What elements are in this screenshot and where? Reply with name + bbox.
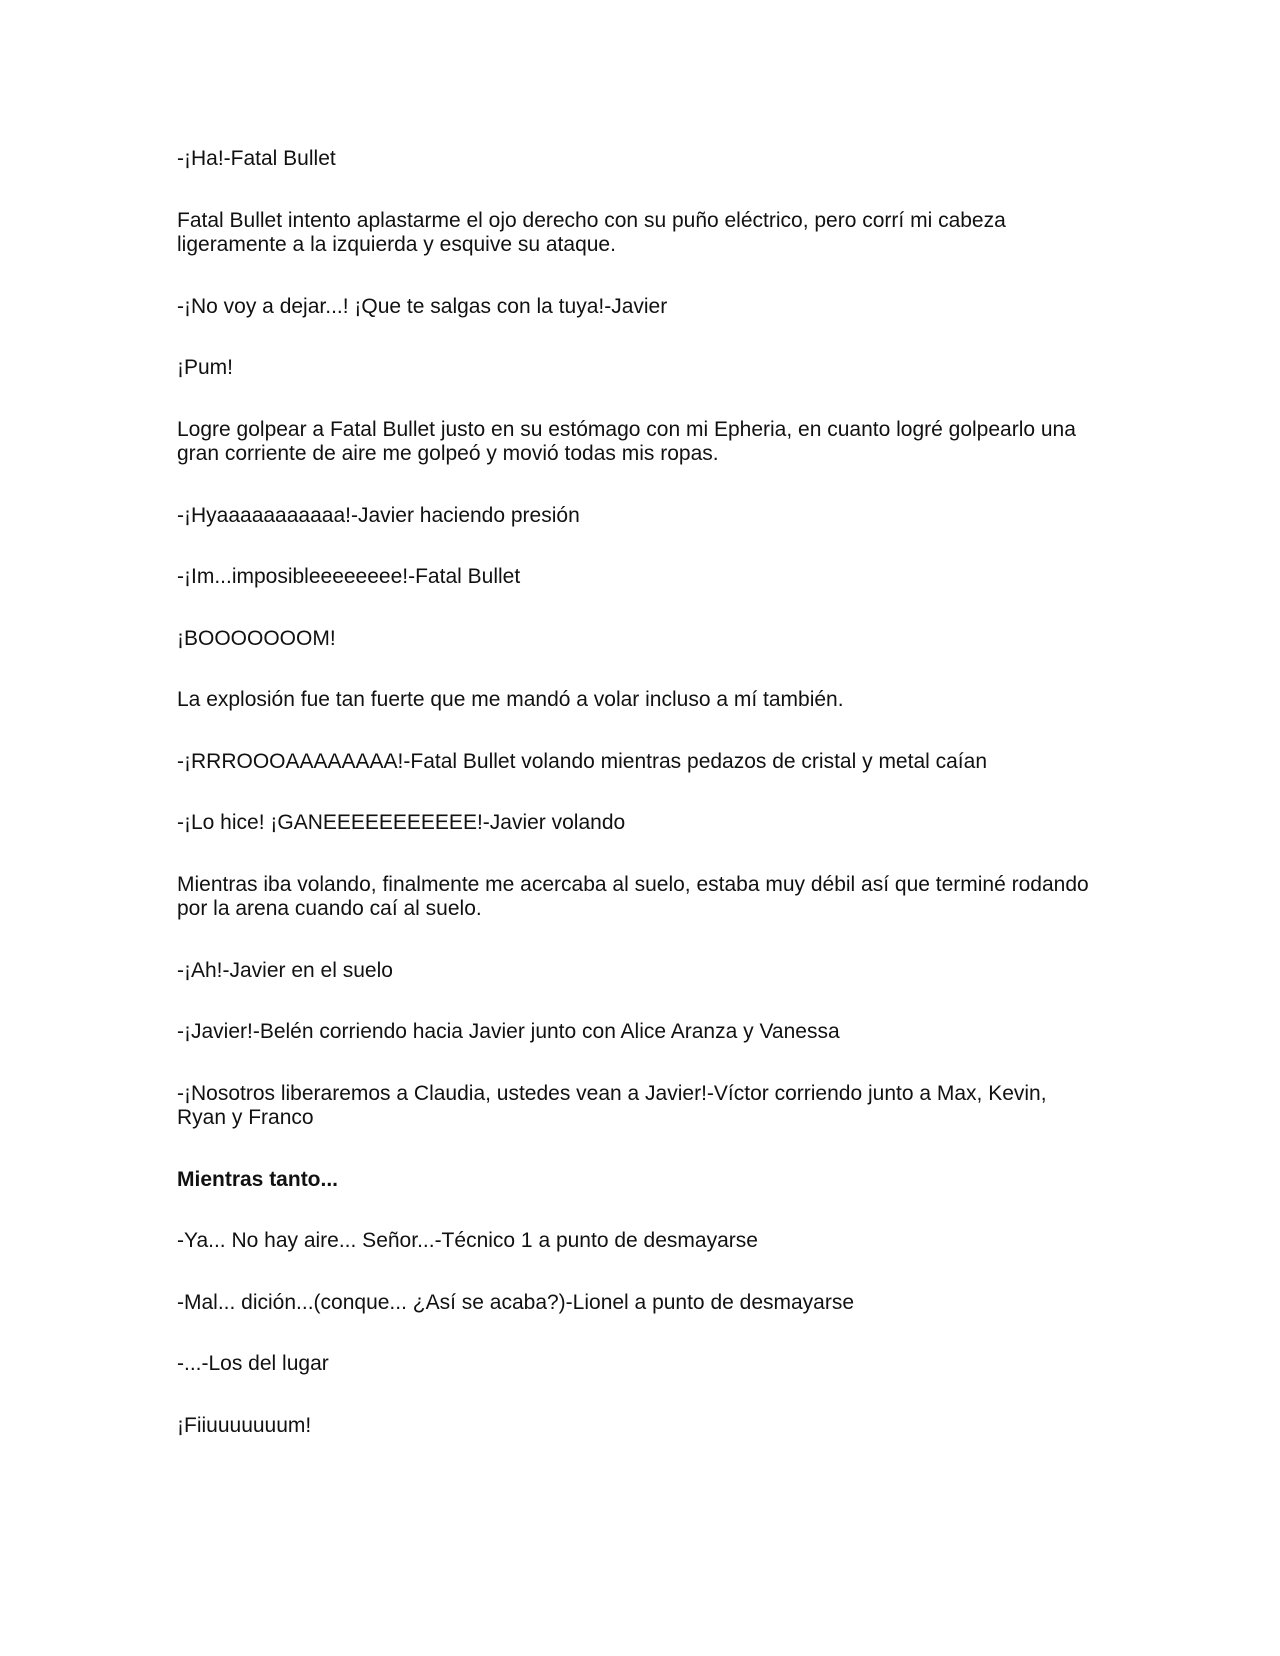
paragraph-18: -Mal... dición...(conque... ¿Así se acaba?)-Lionel a punto de desmayarse <box>177 1290 855 1314</box>
paragraph-14: -¡Javier!-Belén corriendo hacia Javier junto con Alice Aranza y Vanessa <box>177 1020 840 1043</box>
paragraph-20: ¡Fiiuuuuuuum! <box>177 1413 312 1437</box>
paragraph-9: La explosión fue tan fuerte que me mandó a volar incluso a mí también. <box>177 688 844 711</box>
paragraph-13: -¡Ah!-Javier en el suelo <box>177 958 393 982</box>
paragraph-1: -¡Ha!-Fatal Bullet <box>177 147 336 170</box>
paragraph-12: Mientras iba volando, finalmente me acercaba al suelo, estaba muy débil así que terminé rodando por la arena cuando caí al suelo. <box>177 872 1089 920</box>
paragraph-15: -¡Nosotros liberaremos a Claudia, ustedes vean a Javier!-Víctor corriendo junto a Max, Kevin, Ryan y Franco <box>177 1081 1047 1129</box>
document-body <box>177 147 1097 1475</box>
paragraph-4: ¡Pum! <box>177 356 234 379</box>
section-heading: Mientras tanto... <box>177 1167 339 1191</box>
paragraph-19: -...-Los del lugar <box>177 1352 329 1375</box>
paragraph-6: -¡Hyaaaaaaaaaaa!-Javier haciendo presión <box>177 503 580 527</box>
paragraph-7: -¡Im...imposibleeeeeeee!-Fatal Bullet <box>177 565 521 588</box>
paragraph-17: -Ya... No hay aire... Señor...-Técnico 1 a punto de desmayarse <box>177 1229 758 1252</box>
paragraph-3: -¡No voy a dejar...! ¡Que te salgas con la tuya!-Javier <box>177 294 668 318</box>
paragraph-11: -¡Lo hice! ¡GANEEEEEEEEEEE!-Javier volando <box>177 811 626 834</box>
paragraph-10: -¡RRROOOAAAAAAAA!-Fatal Bullet volando mientras pedazos de cristal y metal caían <box>177 749 987 773</box>
paragraph-5: Logre golpear a Fatal Bullet justo en su estómago con mi Epheria, en cuanto logré golpearlo una gran corriente de aire me golpeó y movió todas mis ropas. <box>177 417 1076 465</box>
paragraph-8: ¡BOOOOOOOM! <box>177 626 336 650</box>
paragraph-2: Fatal Bullet intento aplastarme el ojo derecho con su puño eléctrico, pero corrí mi cabeza ligeramente a la izquierda y esquive su ataque. <box>177 208 1006 256</box>
